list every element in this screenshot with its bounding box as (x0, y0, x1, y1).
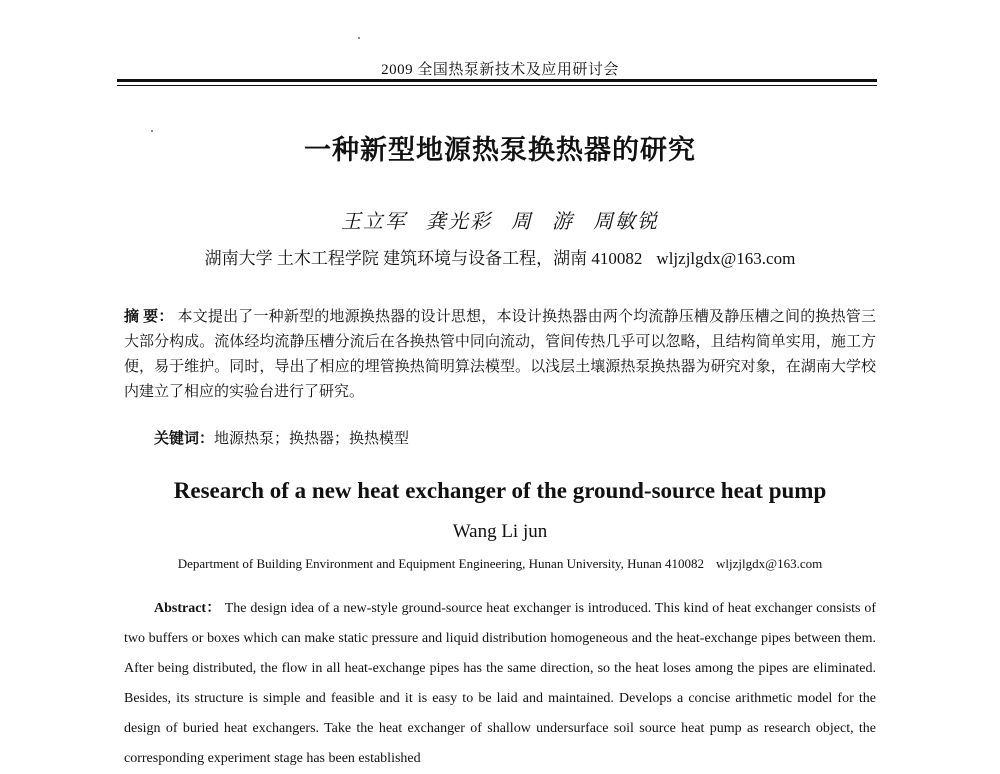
abstract-en (124, 594, 876, 774)
affiliation-cn-text: 湖南大学 土木工程学院 建筑环境与设备工程，湖南 410082 (204, 249, 643, 268)
header-rule-thin (117, 85, 877, 86)
abstract-cn (124, 305, 876, 405)
keywords-cn-label: 关键词： (154, 431, 215, 447)
paper-title-en: Research of a new heat exchanger of the ground-source heat pump (173, 478, 827, 503)
abstract-en-label: Abstract： (154, 601, 221, 616)
conference-header: 2009 全国热泵新技术及应用研讨会 (381, 62, 619, 78)
paper-title-cn: 一种新型地源热泵换热器的研究 (304, 135, 696, 166)
affiliation-cn (0, 244, 1000, 269)
authors-cn: 王立军 龚光彩 周 游 周敏锐 (341, 211, 659, 233)
abstract-cn-text: 本文提出了一种新型的地源换热器的设计思想，本设计换热器由两个均流静压槽及静压槽之间的换热管三大部分构成。流体经均流静压槽分流后在各换热管中同向流动，管间传热几乎可以忽略，且结构简单实用，施工方便，易于维护。同时，导出了相应的埋管换热简明算法模型。以浅层土壤源热泵换热器为研究对象，在湖南大学校内建立了相应的实验台进行了研究。 (124, 309, 876, 400)
abstract-en-paragraph (124, 594, 876, 774)
keywords-cn (154, 427, 409, 448)
author-en: Wang Li jun (452, 521, 548, 542)
email-cn: wljzjlgdx@163.com (656, 249, 796, 268)
abstract-en-text: The design idea of a new-style ground-source heat exchanger is introduced. This kind of heat exchanger consists of two buffers or boxes which can make static pressure and liquid distribution homogeneous and the heat-exchange pipes between them. After being distributed, the flow in all heat-exchange pipes has the same direction, so the heat loses among the pipes are eliminated. Besides, its structure is simple and feasible and it is easy to be laid and maintained. Develops a concise arithmetic model for the design of buried heat exchangers. Take the heat exchanger of shallow undersurface soil source heat pump as research object, the corresponding experiment stage has been established (124, 601, 876, 766)
scan-speck (358, 37, 360, 39)
affiliation-en-text: Department of Building Environment and Equipment Engineering, Hunan University, Hunan 410082 (177, 556, 705, 571)
header-rule-thick (117, 79, 877, 82)
abstract-cn-label: 摘 要： (124, 309, 174, 325)
email-en: wljzjlgdx@163.com (716, 556, 823, 571)
keywords-cn-text: 地源热泵；换热器；换热模型 (214, 431, 410, 447)
affiliation-en (0, 556, 1000, 572)
